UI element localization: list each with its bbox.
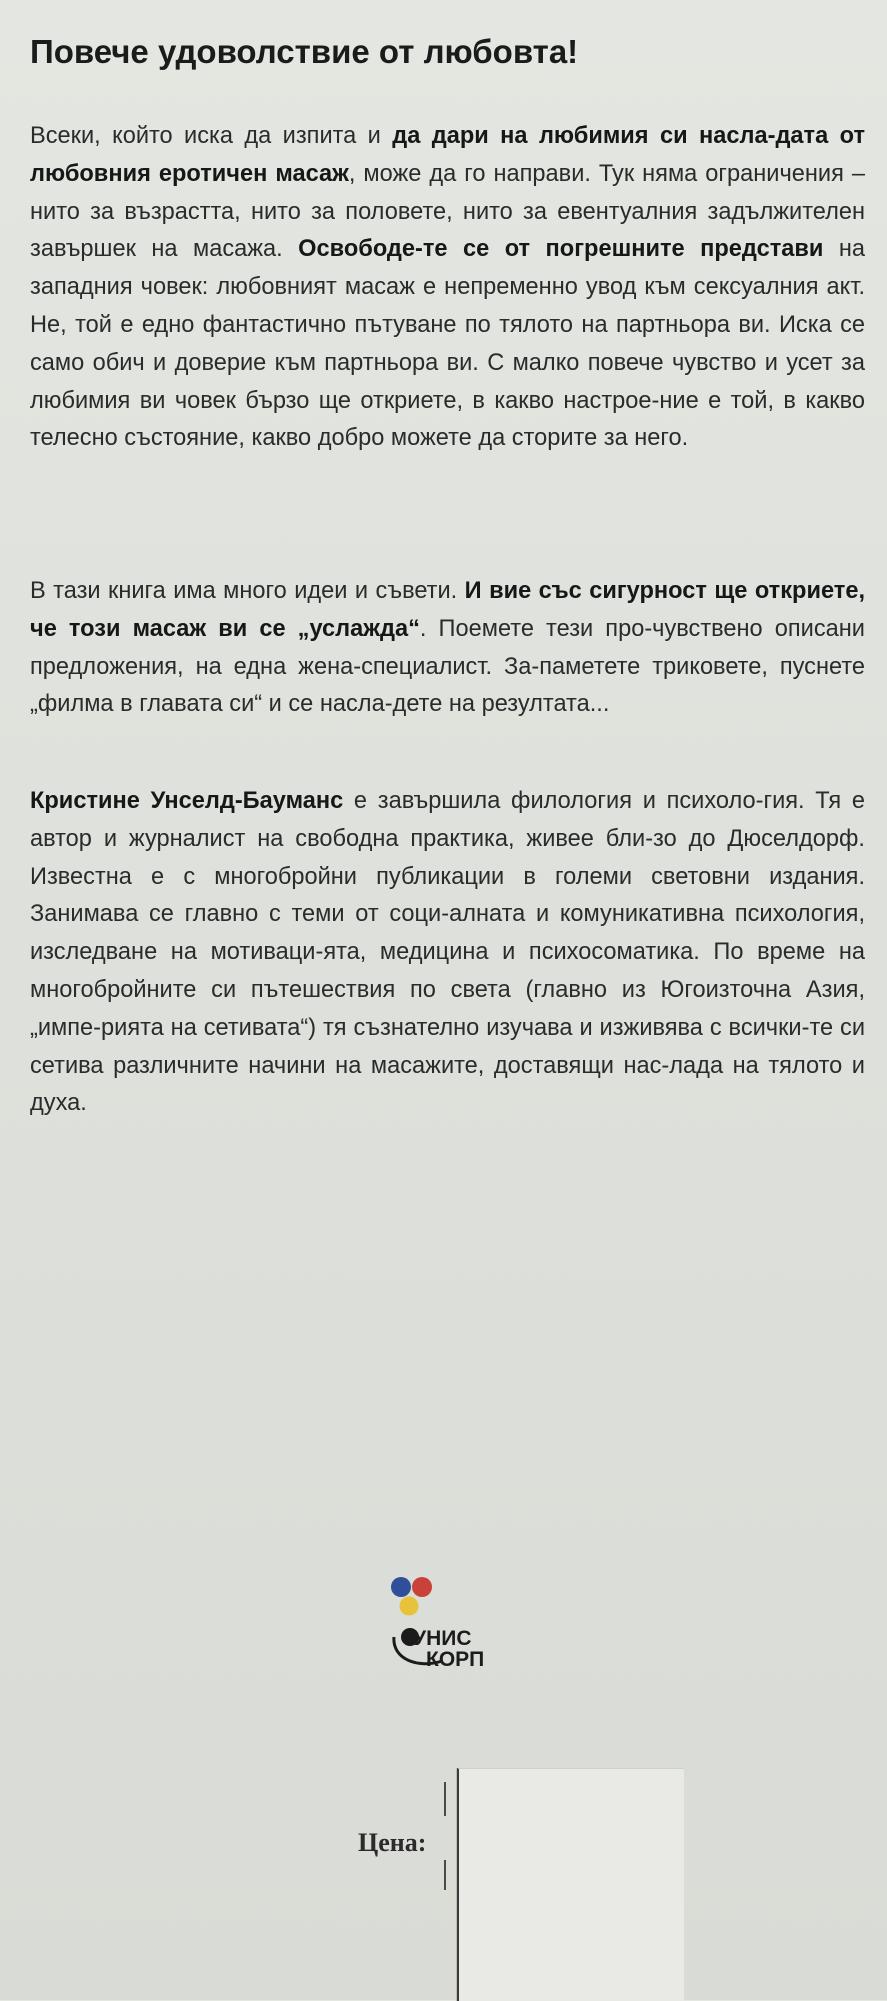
price-label: Цена: bbox=[358, 1828, 427, 1857]
cover-heading: Повече удоволствие от любовта! bbox=[30, 33, 579, 70]
intro-bold-2: Освободе-те се от погрешните представи bbox=[298, 236, 824, 263]
logo-yellow-dot-icon bbox=[400, 1597, 419, 1616]
publisher-logo bbox=[380, 1575, 510, 1685]
intro-text-2: , може да го направи. Тук няма ограничения – нито за възрастта, нито за половете, нито за евентуалния задължителен завършек на масажа. bbox=[30, 160, 865, 263]
intro-text-3: на западния човек: любовният масаж е непременно увод към сексуалния акт. Не, той е едно фантастично пътуване по тялото на партньора ви. Иска се само обич и доверие към партньора ви. С малко повече чувство и усет за любимия ви човек бързо ще откриете, в какво настрое-ние е той, в какво телесно състояние, какво добро можете да сторите за него. bbox=[30, 236, 865, 452]
sticker-edge-mark bbox=[444, 1782, 446, 1816]
author-bio: е завършила филология и психоло-гия. Тя е автор и журналист на свободна практика, живее бли-зо до Дюселдорф. Известна е с многобройни публикации в големи световни издания. Занимава се главно с теми от соци-алната и комуникативна психология, изследване на мотиваци-ята, медицина и психосоматика. По време на многобройните си пътешествия по света (главно из Югоизточна Азия, „импе-рията на сетивата“) тя съзнателно изучава и изживява с всички-те си сетива различните начини на масажите, доставящи нас-лада на тялото и духа. bbox=[30, 788, 866, 1117]
logo-red-dot-icon bbox=[412, 1577, 432, 1597]
intro-paragraph bbox=[30, 118, 865, 458]
publisher-name-line-2: КОРП bbox=[426, 1648, 485, 1671]
author-name: Кристине Унселд-Бауманс bbox=[30, 788, 344, 814]
book-text-2: . Поемете тези про-чувствено описани предложения, на една жена-специалист. За-паметете триковете, пуснете „филма в главата си“ и се насла-дете на резултата... bbox=[30, 615, 865, 718]
book-text-1: В тази книга има много идеи и съвети. bbox=[30, 578, 465, 604]
price-sticker bbox=[457, 1768, 684, 2001]
publisher-name-line-1: УНИС bbox=[413, 1627, 472, 1650]
author-paragraph bbox=[30, 783, 865, 1123]
book-bold-1: И вие със сигурност ще откриете, че този масаж ви се „услажда“ bbox=[30, 578, 865, 642]
book-paragraph bbox=[30, 573, 865, 724]
logo-blue-dot-icon bbox=[391, 1577, 411, 1597]
sticker-edge-mark bbox=[444, 1860, 446, 1890]
intro-bold-1: да дари на любимия си насла-дата от любовния еротичен масаж bbox=[30, 123, 865, 187]
intro-text-1: Всеки, който иска да изпита и bbox=[30, 123, 393, 149]
